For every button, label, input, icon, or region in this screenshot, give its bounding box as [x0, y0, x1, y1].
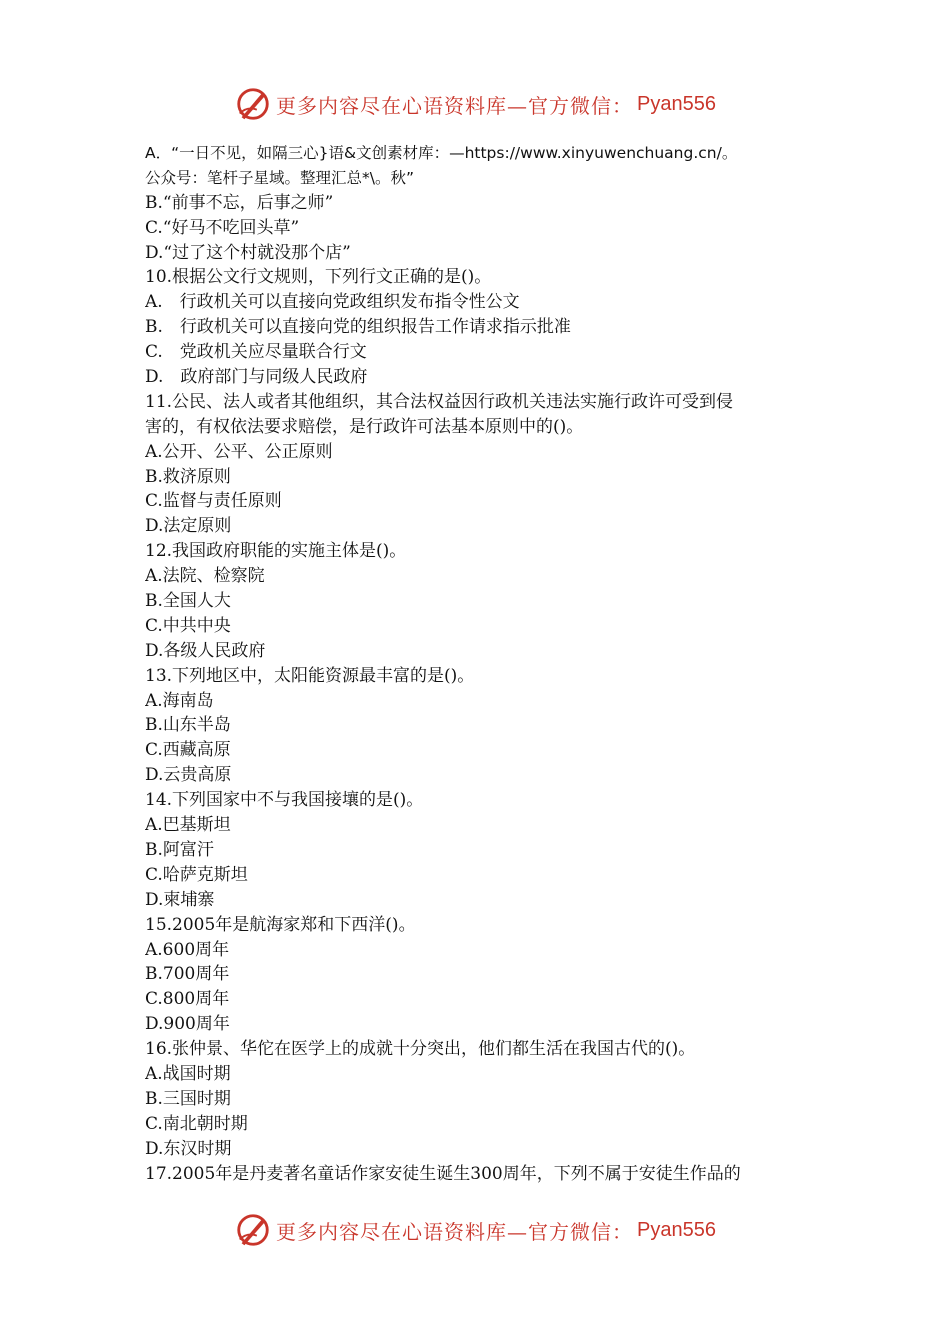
text-line: A.公开、公平、公正原则 — [145, 441, 333, 462]
text-line: 害的，有权依法要求赔偿，是行政许可法基本原则中的()。 — [145, 416, 584, 437]
text-line: C. 党政机关应尽量联合行文 — [145, 342, 367, 363]
text-line: D.各级人民政府 — [145, 640, 266, 661]
text-line: C.800周年 — [145, 989, 230, 1010]
text-line: A.巴基斯坦 — [145, 815, 231, 836]
text-line: B.三国时期 — [145, 1088, 231, 1109]
text-line: 公众号：笔杆子星域。整理汇总*\。秋” — [145, 168, 415, 187]
text-line: A.600周年 — [145, 939, 230, 960]
document-body — [145, 141, 815, 1189]
text-line: C.中共中央 — [145, 615, 231, 636]
header-watermark-text: 更多内容尽在心语资料库—官方微信： — [276, 93, 634, 118]
text-line: A.海南岛 — [145, 690, 214, 711]
question-line: 13.下列地区中，太阳能资源最丰富的是()。 — [145, 665, 475, 686]
question-line: 17.2005年是丹麦著名童话作家安徒生诞生300周年，下列不属于安徒生作品的 — [145, 1163, 741, 1184]
text-line: B.山东半岛 — [145, 715, 231, 736]
question-line: 14.下列国家中不与我国接壤的是()。 — [145, 790, 424, 811]
text-line: B.700周年 — [145, 964, 230, 985]
text-line: C.监督与责任原则 — [145, 491, 282, 512]
text-line: B.全国人大 — [145, 591, 231, 612]
text-line: D.法定原则 — [145, 516, 232, 537]
question-line: 11.公民、法人或者其他组织，其合法权益因行政机关违法实施行政许可受到侵 — [145, 391, 734, 412]
text-line: C.“好马不吃回头草” — [145, 217, 300, 238]
text-line: D.900周年 — [145, 1014, 230, 1035]
question-line: 10.根据公文行文规则，下列行文正确的是()。 — [145, 267, 492, 288]
text-line: B.“前事不忘，后事之师” — [145, 192, 334, 213]
header-watermark-handle: Pyan556 — [637, 92, 716, 115]
text-line: D.云贵高原 — [145, 765, 232, 786]
text-line: A.战国时期 — [145, 1063, 231, 1084]
text-line: D.柬埔寨 — [145, 889, 215, 910]
text-line: D.东汉时期 — [145, 1138, 232, 1159]
text-line: B.阿富汗 — [145, 839, 214, 860]
text-line: A．“一日不见，如隔三心}语&文创素材库：—https://www.xinyuwenchuang.cn/。 — [145, 144, 738, 162]
quill-logo-icon — [234, 85, 272, 123]
question-line: 15.2005年是航海家郑和下西洋()。 — [145, 914, 416, 935]
text-line: D.“过了这个村就没那个店” — [145, 242, 351, 263]
footer-watermark-text: 更多内容尽在心语资料库—官方微信： — [276, 1219, 634, 1244]
header-watermark — [0, 84, 950, 124]
text-line: B. 行政机关可以直接向党的组织报告工作请求指示批准 — [145, 317, 571, 338]
text-line: A. 行政机关可以直接向党政组织发布指令性公文 — [145, 292, 520, 313]
quill-logo-icon — [234, 1211, 272, 1249]
footer-watermark — [0, 1210, 950, 1250]
text-line: A.法院、检察院 — [145, 566, 265, 587]
text-line: C.哈萨克斯坦 — [145, 864, 248, 885]
footer-watermark-handle: Pyan556 — [637, 1218, 716, 1241]
question-line: 12.我国政府职能的实施主体是()。 — [145, 541, 407, 562]
text-line: B.救济原则 — [145, 466, 231, 487]
text-line: D. 政府部门与同级人民政府 — [145, 367, 368, 388]
text-line: C.西藏高原 — [145, 740, 231, 761]
question-line: 16.张仲景、华佗在医学上的成就十分突出，他们都生活在我国古代的()。 — [145, 1039, 696, 1060]
text-line: C.南北朝时期 — [145, 1113, 248, 1134]
